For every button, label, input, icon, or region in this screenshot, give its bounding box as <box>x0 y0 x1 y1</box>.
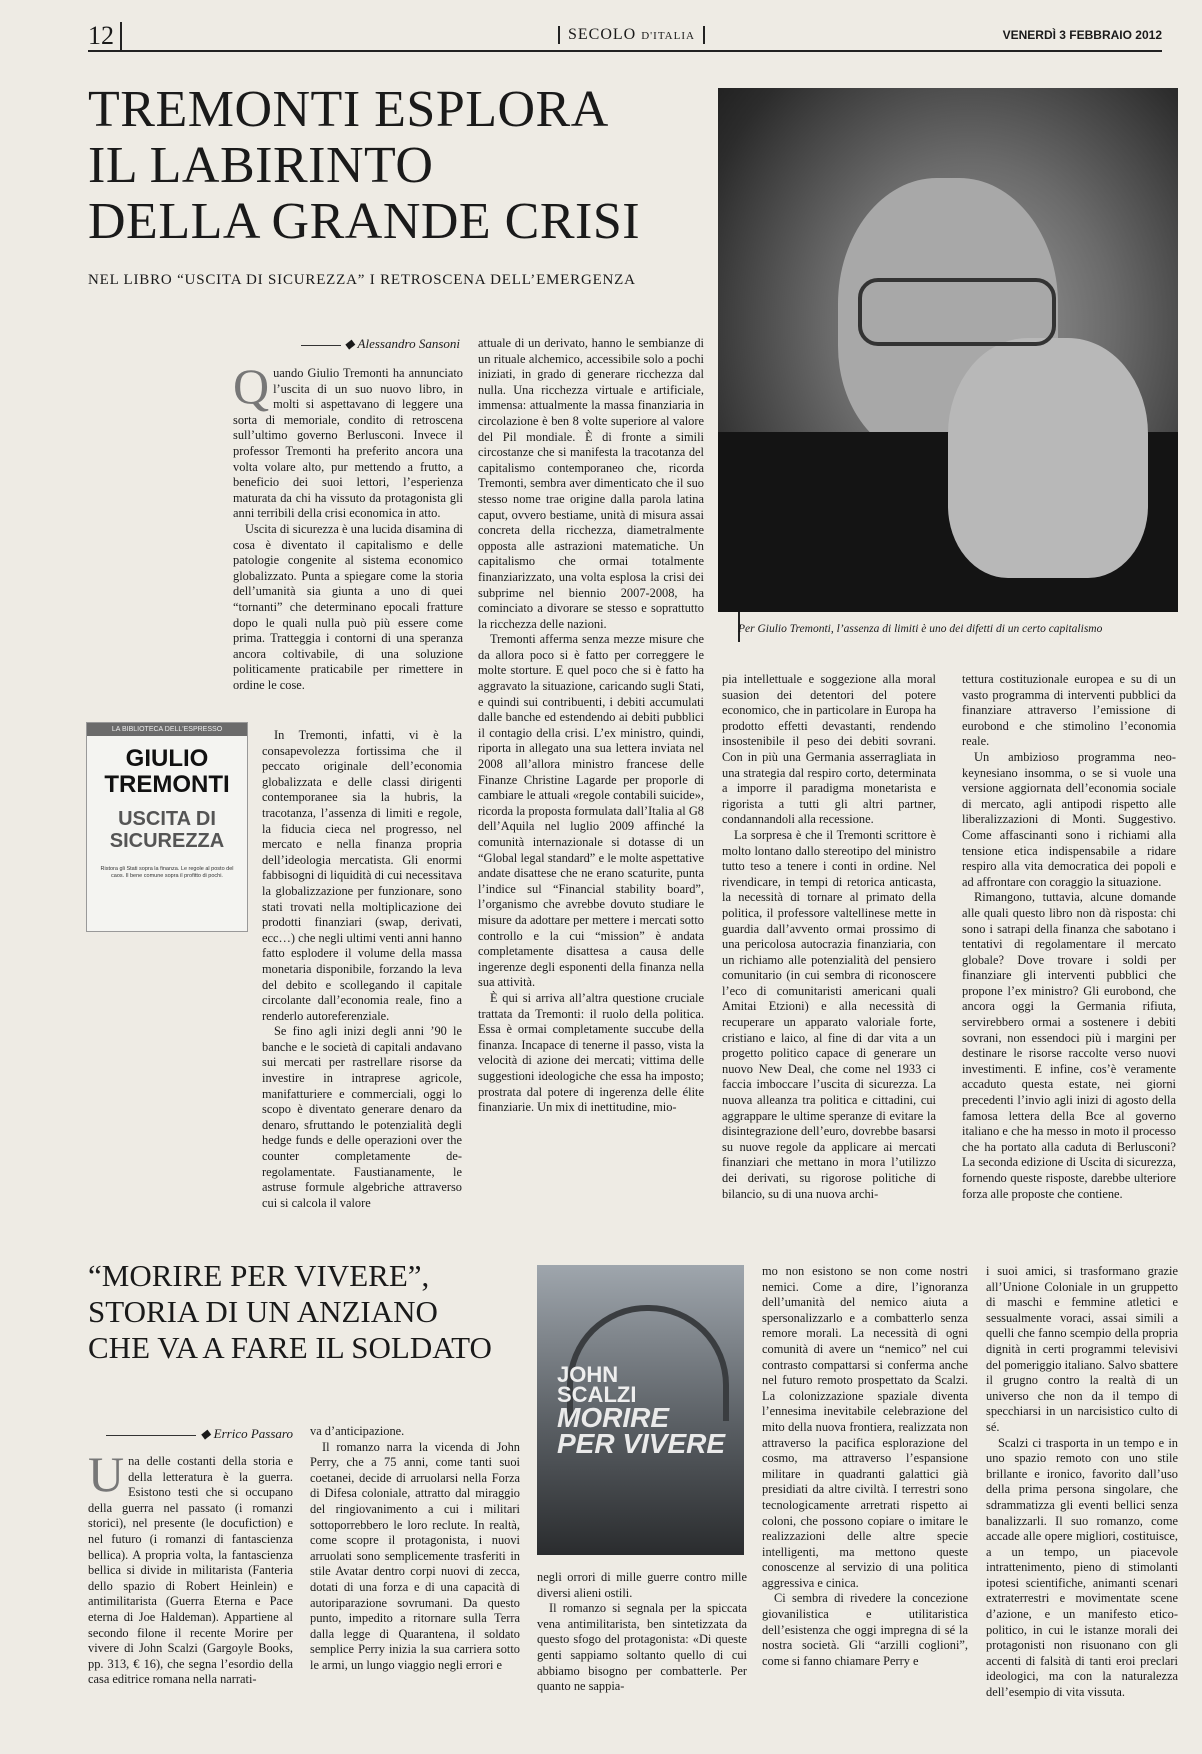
article1-column-4 <box>962 672 1176 1202</box>
title-line: DELLA GRANDE CRISI <box>88 193 641 250</box>
paragraph: Il romanzo si segnala per la spiccata vena antimilitarista, ben sintetizzata da questo sfogo del protagonista: «Di queste genti sappiamo soltanto quello di cui abbiamo bisogno per combatterle. Per quanto ne sappia- <box>537 1601 747 1694</box>
issue-date: VENERDÌ 3 FEBBRAIO 2012 <box>1002 28 1162 42</box>
byline-rule <box>301 345 341 346</box>
paragraph: Un ambizioso programma neo-keynesiano insomma, o se si vuole una versione aggiornata dell’economia sociale di mercato, agli antipodi rispetto alle liberalizzazioni di Monti. Suggestivo. Come affascinanti sono i richiami alla tensione etica indispensabile a ridare respiro alla vita democratica dei popoli e ad affrontare con coraggio la situazione. <box>962 749 1176 889</box>
article2-column-5 <box>986 1264 1178 1701</box>
article1-column-2 <box>478 336 704 1116</box>
paragraph: va d’anticipazione. <box>310 1424 405 1438</box>
article1-column-1b <box>262 728 462 1211</box>
paragraph: pia intellettuale e soggezione alla moral suasion dei detentori del potere economico, che in particolare in Europa ha prodotto effetti devastanti, rendendo insostenibile il peso dei debiti sovrani. Con in più una Germania asserragliata in una strategia dal respiro corto, determinata a imporre il paradigma monetarista e rigorista a tutti gli altri partner, condannandoli alla recessione. <box>722 672 936 827</box>
paragraph: Scalzi ci trasporta in un tempo e in uno spazio remoto con uno stile brillante e ironico, favorito dall’uso della prima persona singolare, che sdrammatizza gli eventi bellici senza banalizzarli. Il suo romanzo, come accade alle opere migliori, costituisce, a un tempo, un piacevole intrattenimento, pieno di stimolanti ipotesi scientifiche, animanti scenari extraterrestri e movimentate scene d’azione, e un manifesto etico-politico, in cui le istanze morali dei protagonisti non risuonano con gli accenti di falsità di tanti eroi preclari ideologici, ma con la naturalezza dell’esempio di vita vissuta. <box>986 1435 1178 1700</box>
paragraph: Ci sembra di rivedere la concezione giovanilistica e utilitaristica dell’esistenza che oggi impregna di sé la nostra società. Gli “arzilli coglioni”, come si fanno chiamare Perry e <box>762 1591 968 1668</box>
title-line: CHE VA A FARE IL SOLDATO <box>88 1330 492 1365</box>
book-title-line: SICUREZZA <box>109 830 225 852</box>
photo-hand-shape <box>948 338 1148 578</box>
title-line: IL LABIRINTO <box>88 137 434 194</box>
paragraph: i suoi amici, si trasformano grazie all’Unione Coloniale in un gruppetto di maschi e femmine atletici e sessualmente voraci, assai simili a quelli che fanno scempio della propria dignità in certi programmi televisivi del pomeriggio italiano. Salvo sbattere il grugno contro la realtà di un universo che non da il tempo di specchiarsi in un narcisistico culto di sé. <box>986 1264 1178 1434</box>
cover-author <box>557 1362 637 1407</box>
paragraph: negli orrori di mille guerre contro mille diversi alieni ostili. <box>537 1570 747 1600</box>
cover-title-line: PER VIVERE <box>557 1428 726 1459</box>
byline-author: Errico Passaro <box>213 1426 293 1441</box>
book-author <box>87 746 247 798</box>
masthead-name: SECOLO <box>568 26 637 43</box>
paragraph: Se fino agli inizi degli anni ’90 le banche e le società di capitali andavano sui mercati per rastrellare risorse da investire in intraprese agricole, manifatturiere e commerciali, oggi lo scopo è diventato generare denaro da denaro, sfruttando le potenzialità degli hedge funds e delle operazioni over the counter completamente de-regolamentate. Faustianamente, le astruse formule algebriche attraverso cui si calcola il valore <box>262 1024 462 1210</box>
cover-author-line: SCALZI <box>557 1382 637 1407</box>
article1-subtitle: NEL LIBRO “USCITA DI SICUREZZA” I RETROSCENA DELL’EMERGENZA <box>88 272 636 288</box>
article1-column-3 <box>722 672 936 1202</box>
book-author-line: TREMONTI <box>104 771 230 798</box>
article2-column-3 <box>537 1570 747 1695</box>
title-line: TREMONTI ESPLORA <box>88 81 609 138</box>
cover-title-line: MORIRE <box>557 1402 669 1433</box>
paragraph: In Tremonti, infatti, vi è la consapevolezza fortissima che il peccato originale dell’economia globalizzata e delle classi dirigenti contemporanee sia la hubris, la tracotanza, l’assenza di limiti e regole, la fiducia cieca nel progresso, nel mercato e nella finanza propria dell’ideologia mercatista. Gli enormi fabbisogni di liquidità di cui necessitava la globalizzazione per funzionare, sono stati trovati nella moltiplicazione dei prodotti finanziari (swap, derivati, ecc…) che negli ultimi venti anni hanno fatto esplodere il volume della massa monetaria disponibile, forzando la leva del debito e scollegando il capitale circolante dall’economia reale, fino a renderlo autoreferenziale. <box>262 728 462 1023</box>
article1-column-1 <box>233 358 463 693</box>
page-number: 12 <box>88 22 122 50</box>
book-cover-morire-per-vivere <box>537 1265 744 1555</box>
article2-column-2 <box>310 1424 520 1674</box>
title-line: “MORIRE PER VIVERE”, <box>88 1258 430 1293</box>
tremonti-photo <box>718 88 1178 612</box>
paragraph: La sorpresa è che il Tremonti scrittore è molto lontano dallo stereotipo del ministro tutto teso a tenere i conti in ordine. Nel rivendicare, in tempi di retorica anticasta, la necessità di tornare al primato della politica, il professore valtellinese mette in guardia dall’avvento ormai prossimo di una pericolosa autocrazia finanziaria, con un richiamo alle potenzialità del pensiero comunitario (in cui sembra di riconoscere l’eco di comunitaristi americani quali Amitai Etzioni) e alla necessità di recuperare un apparato valoriale forte, cristiano e laico, al fine di dar vita a un progetto politico capace di generare un nuovo New Deal, che come nel 1933 ci faccia imboccare l’uscita di sicurezza. La nuova alleanza tra politica e cittadini, cui aggrappare le ultime speranze di evitare la disintegrazione dell’euro, dovrebbe basarsi su nuove regole da applicare ai mercati finanziari che mettano in mora l’utilizzo dei derivati, su rigorose politiche di bilancio, su di una nuova archi- <box>722 827 936 1201</box>
dropcap: Q <box>233 358 270 414</box>
book-title <box>87 808 247 852</box>
paragraph <box>88 1446 293 1688</box>
paragraph <box>233 358 463 522</box>
masthead-small: D'ITALIA <box>641 30 695 42</box>
cover-title <box>557 1402 726 1459</box>
byline-author: Alessandro Sansoni <box>357 336 460 351</box>
byline-rule <box>106 1435 196 1436</box>
paragraph: Tremonti afferma senza mezze misure che da allora poco si è fatto per correggere le molte storture. E quel poco che si è fatto ha aggravato la situazione, caricando sugli Stati, e quindi sui contribuenti, i debiti accumulati dalle banche ed estendendo ai debiti pubblici il contagio della crisi. L’ex ministro, quindi, riporta in allegato una sua lettera inviata nel 2008 all’allora ministro francese delle Finanze Christine Lagarde per proporle di cambiare le attuali «regole contabili suicide», ricorda la proposta formulata dall’Italia al G8 dell’Aquila nel luglio 2009 affinché la comunità internazionale si dotasse di un “Global legal standard” e le molte aspettative andate disattese che ne erano scaturite, punta l’indice sul “Financial stability board”, l’organismo che avrebbe dovuto studiare le misure da adottare per mettere i mercati sotto controllo e la cui “mission” è andata completamente disattesa a causa delle ingerenze degli esponenti della finanza nella sua attività. <box>478 632 704 990</box>
book-publisher-band: LA BIBLIOTECA DELL'ESPRESSO <box>87 723 247 736</box>
article1-byline: ◆ Alessandro Sansoni <box>290 336 460 352</box>
article1-title <box>88 82 708 250</box>
paragraph-text: uando Giulio Tremonti ha annunciato l’uscita di un suo nuovo libro, in molti si aspettavano di leggere una sorta di memoriale, condito di retroscena sull’ultimo governo Berlusconi. Invece il professor Tremonti ha preferito ancora una volta volare alto, pur mettendo a frutto, a beneficio dei suoi lettori, l’esperienza maturata da chi ha vissuto da protagonista gli anni terribili della crisi economica in atto. <box>233 366 463 521</box>
paragraph: tettura costituzionale europea e su di un vasto programma di interventi pubblici da finanziare attraverso l’emissione di eurobond e che stimolino l’economia reale. <box>962 672 1176 749</box>
photo-glasses-shape <box>858 278 1056 346</box>
paragraph: È qui si arriva all’altra questione cruciale trattata da Tremonti: il ruolo della politica. Essa è ormai completamente succube della finanza. Incapace di tenerne il passo, vista la velocità di azione dei mercati; vittima delle suggestioni ideologiche che essa ha imposto; prostrata dal potere di ingerenza delle élite finanziarie. Un mix di inettitudine, mio- <box>478 990 704 1115</box>
paragraph: Il romanzo narra la vicenda di John Perry, che a 75 anni, come tanti suoi coetanei, decide di arruolarsi nella Forza di Difesa coloniale, attratto dal miraggio del ringiovanimento a cui i militari sottoporrebbero le loro reclute. In realtà, come scopre il protagonista, i nuovi arruolati sono semplicemente trasferiti in stile Avatar dentro corpi nuovi di zecca, dotati di una forza e di una capacità di autoriparazione sovrumani. Da questo punto, impedito a ritornare sulla Terra dalla legge di Quarantena, il soldato semplice Perry inizia la sua carriera sotto le armi, un lungo viaggio negli errori e <box>310 1439 520 1672</box>
paragraph: Uscita di sicurezza è una lucida disamina di cosa è diventato il capitalismo e delle patologie congenite al sistema economico globalizzato. Punta a spiegare come la storia dell’umanità sia giunta a uno di quei “tornanti” che determinano epocali fratture dopo le quali nulla può più essere come prima. Tratteggia i contorni di una speranza ancora coltivabile, di una soluzione politicamente praticabile per rimettere in ordine le cose. <box>233 521 463 692</box>
header-rule <box>88 50 1162 52</box>
article2-column-4 <box>762 1264 968 1669</box>
book-cover-uscita-di-sicurezza <box>86 722 248 932</box>
article2-byline: ◆ Errico Passaro <box>88 1426 293 1442</box>
cover-author-line: JOHN <box>557 1362 619 1387</box>
paragraph: mo non esistono se non come nostri nemici. Come a dire, l’ignoranza dell’umanità del nemico aiuta a spersonalizzarlo e a combatterlo senza remore morali. La necessità di ogni comunità di avere un “nemico” nel cui contrasto compattarsi si conferma anche nel futuro remoto prospettato da Scalzi. La colonizzazione spaziale diventa l’ennesima inevitabile celebrazione del mito della nuova frontiera, realizzata non attraverso la pacifica esplorazione del cosmo, ma attraverso l’espansione militare in quadranti galattici già presidiati da altre civiltà. I terrestri sono tecnologicamente arretrati rispetto ai coloni, che possono copiare o imitare le realizzazioni delle altre specie intelligenti, ma mettono queste conoscenze al servizio di una politica aggressiva e cinica. <box>762 1264 968 1590</box>
paragraph: attuale di un derivato, hanno le sembianze di un rituale alchemico, accessibile solo a pochi iniziati, in grado di generare ricchezza dal nulla. Una ricchezza virtuale e artificiale, immensa: attualmente la massa finanziaria in circolazione è ben 8 volte superiore al valore del Pil mondiale. È di fronte a simili circostanze che si manifesta la tracotanza del capitalismo contemporaneo che, ricorda Tremonti, sembra aver dimenticato che il suo stesso nome trae origine dalla parola latina caput, ovvero bestiame, unità di misura assai concreta della ricchezza, diametralmente opposta alle astrazioni matematiche. Un capitalismo che ormai totalmente finanziarizzato, una volta esplosa la crisi dei subprime nel biennio 2007-2008, ha cominciato a divorare se stesso e soprattutto la ricchezza delle nazioni. <box>478 336 704 631</box>
article2-column-1 <box>88 1446 293 1688</box>
book-title-line: USCITA DI <box>118 808 216 830</box>
paragraph-text: na delle costanti della storia e della letteratura è la guerra. Esistono testi che si occupano della guerra nel passato (i romanzi storici), nel presente (le docufiction) e nel futuro (i romanzi di fantascienza bellica). A propria volta, la fantascienza bellica si divide in militarista (Fanteria dello spazio di Robert Heinlein) e antimilitarista (Guerra Eterna e Pace eterna di Joe Haldeman). Appartiene al secondo filone il recente Morire per vivere di John Scalzi (Gargoyle Books, pp. 313, € 16), che segna l’esordio della casa editrice romana nella narrati- <box>88 1454 293 1687</box>
masthead <box>558 26 705 44</box>
paragraph: Rimangono, tuttavia, alcune domande alle quali questo libro non dà risposta: chi sono i satrapi della finanza che sabotano i tentativi di regolamentare il mercato globale? Dove trovare i soldi per finanziare gli interventi pubblici che propone l’ex ministro? Gli eurobond, che ancora oggi la Germania rifiuta, servirebbero ormai a sostenere i debiti sovrani, non essendoci più i margini per destinare le risorse raccolte verso nuovi investimenti. E infine, cos’è veramente accaduto questa estate, nei giorni precedenti l’invio agli inizi di agosto della famosa lettera della Bce al governo italiano e che ha messo in moto il processo che ha portato alla caduta di Berlusconi? La seconda edizione di Uscita di sicurezza, fornendo queste risposte, darebbe ulteriore forza alle proposte che contiene. <box>962 890 1176 1201</box>
photo-caption: Per Giulio Tremonti, l’assenza di limiti è uno dei difetti di un certo capitalismo <box>738 623 1103 635</box>
book-blurb: Ristora gli Stati sopra la finanza. Le regole al posto del caos. Il bene comune sopra il profitto di pochi. <box>100 866 234 879</box>
title-line: STORIA DI UN ANZIANO <box>88 1294 438 1329</box>
book-author-line: GIULIO <box>125 745 209 772</box>
dropcap: U <box>88 1446 125 1502</box>
article2-title <box>88 1258 528 1366</box>
